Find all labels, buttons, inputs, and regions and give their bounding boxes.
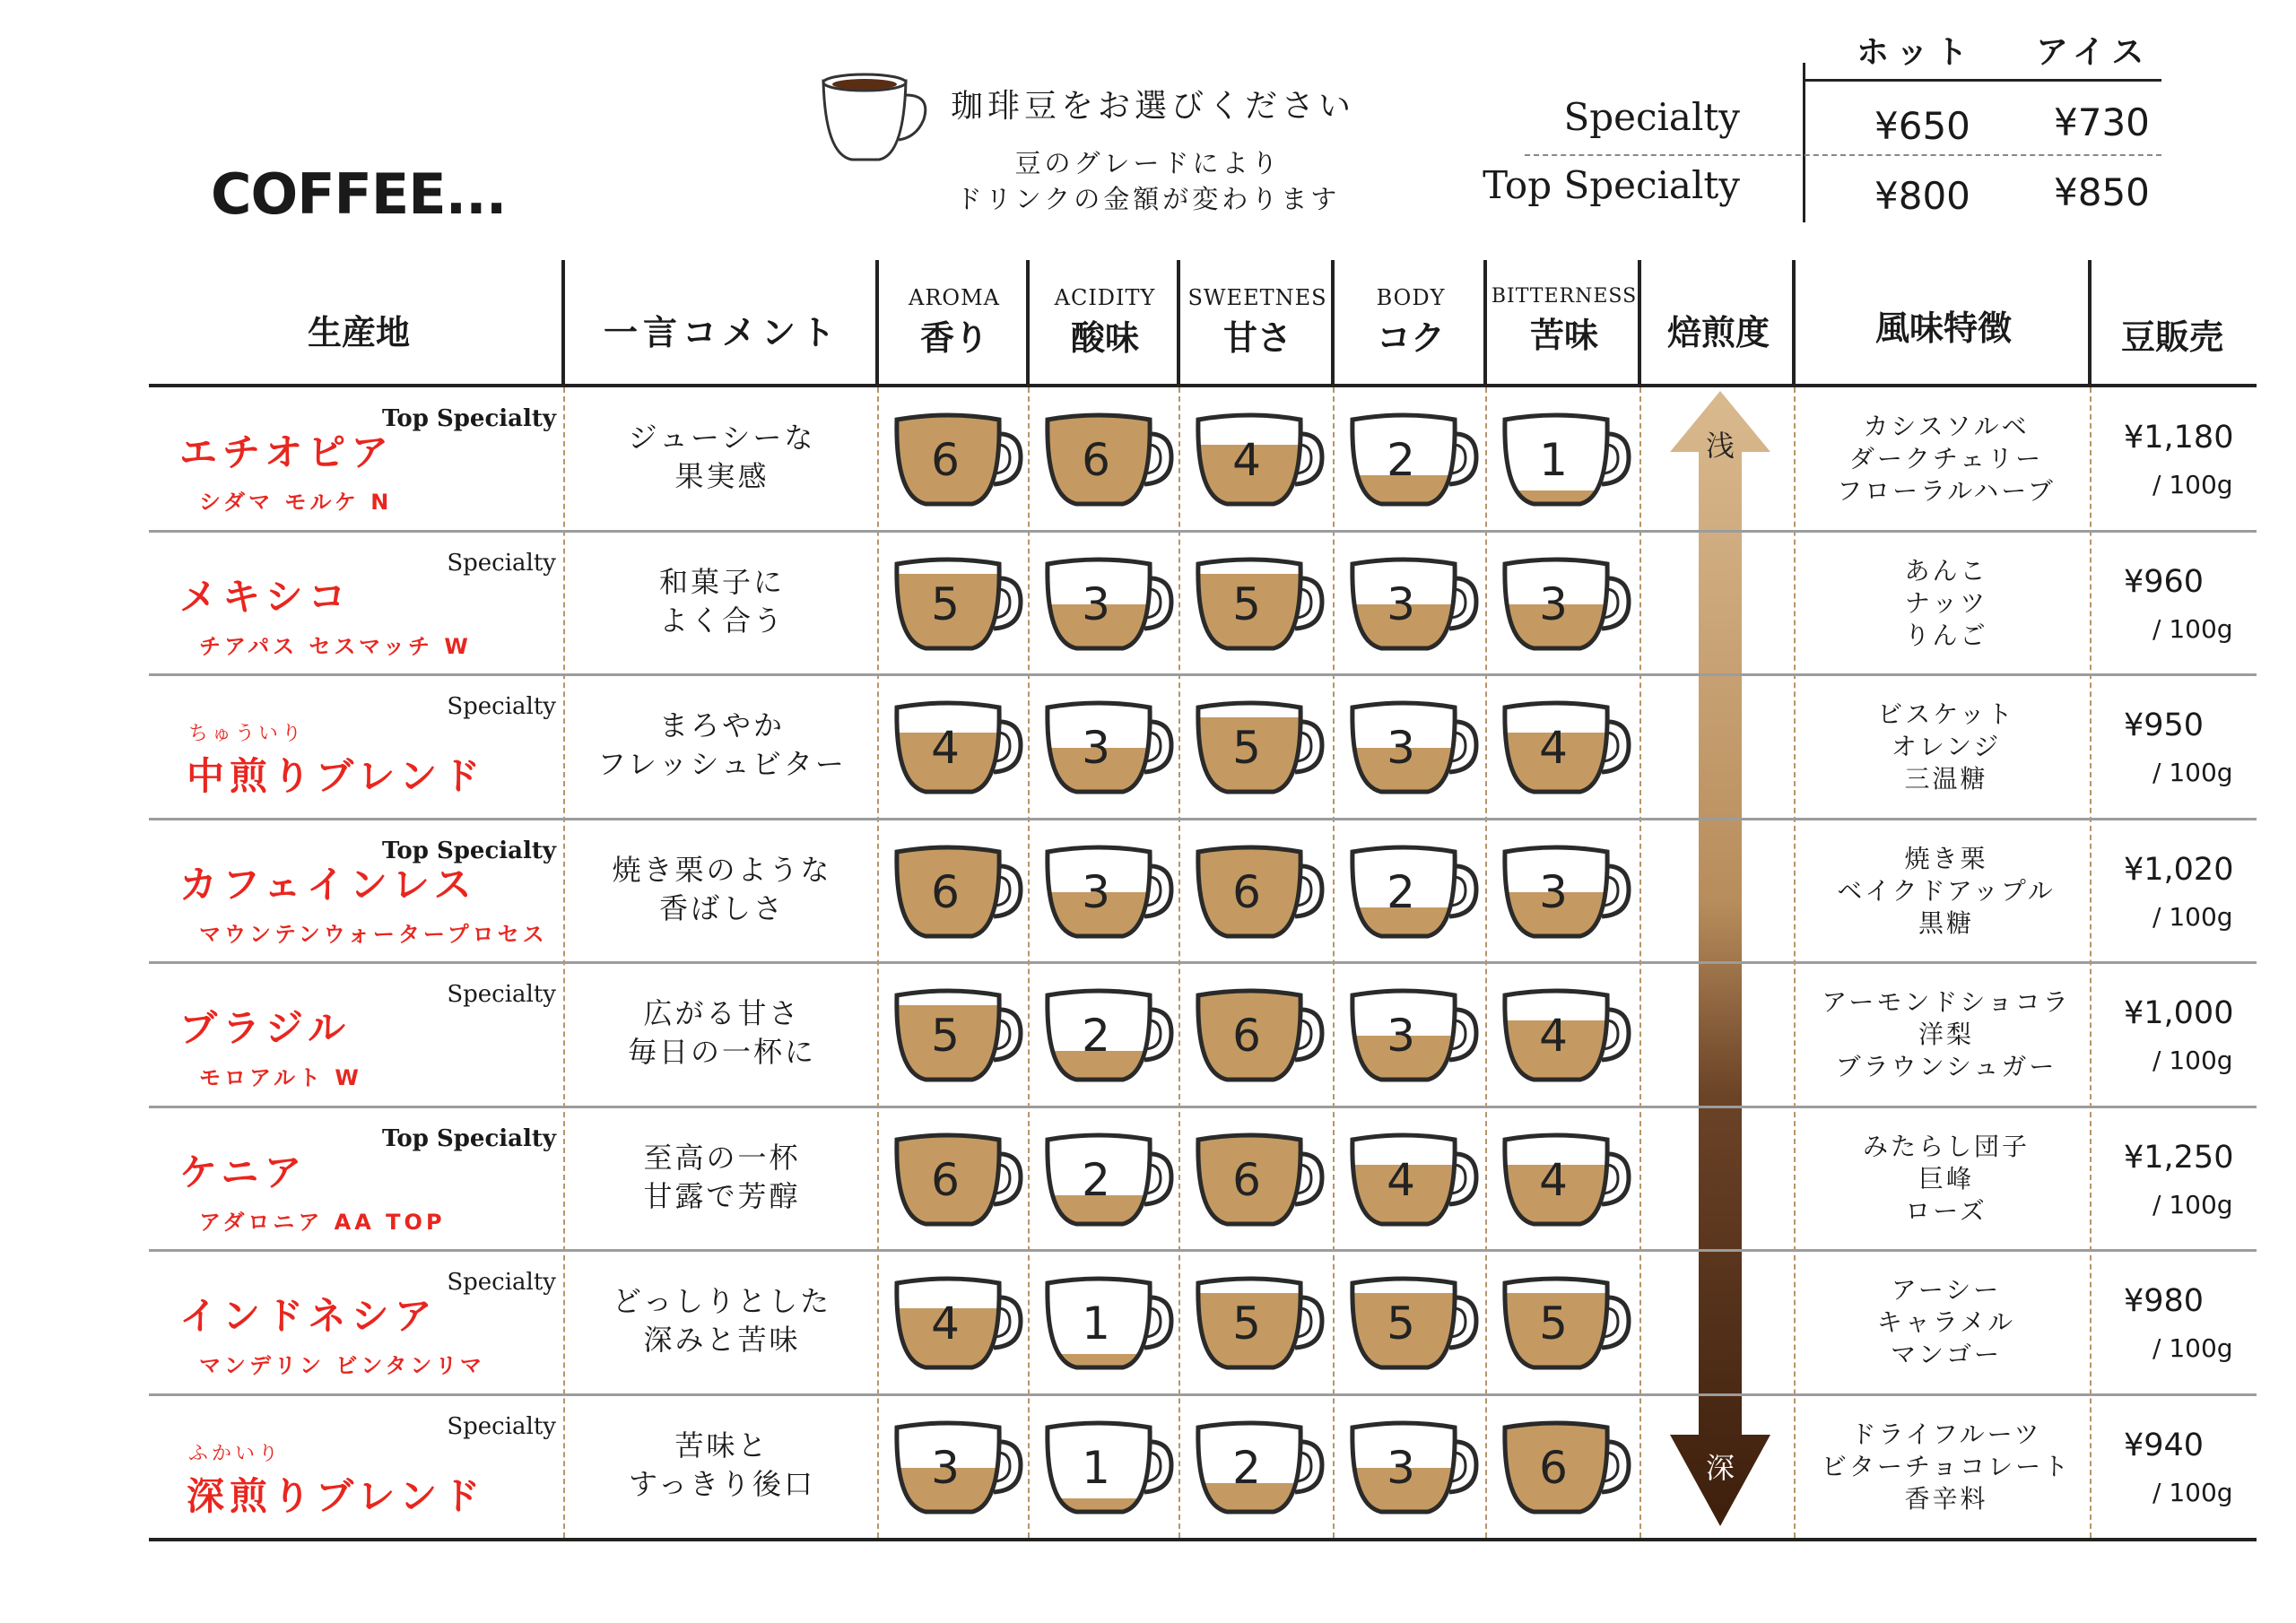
bitterness-cup-row1-value: 1 [1539, 434, 1568, 486]
bean-unit: / 100g [2152, 613, 2233, 644]
origin-name: エチオピア [179, 430, 395, 474]
aroma-cup-row3 [890, 695, 1024, 801]
flavor-line2: ダークチェリー [1848, 444, 2044, 473]
body-cup-row1 [1345, 407, 1480, 513]
body-cup-row8-value: 3 [1387, 1441, 1415, 1494]
aroma-cup-row4 [890, 839, 1024, 945]
flavor-line2: 洋梨 [1918, 1020, 1974, 1049]
origin-subname: マウンテンウォータープロセス [199, 921, 548, 947]
row-divider [149, 673, 2257, 676]
sweetness-cup-row7-value: 5 [1232, 1298, 1261, 1350]
bean-price: ¥1,000 [2124, 995, 2234, 1031]
sweetness-cup-row2-value: 5 [1232, 577, 1261, 630]
aroma-cup-row2 [890, 551, 1024, 657]
origin-subname: アダロニア AA TOP [199, 1209, 446, 1235]
origin-name: カフェインレス [179, 862, 477, 907]
sweetness-cup-row1 [1191, 407, 1326, 513]
price-grade-specialty: Specialty [1563, 95, 1740, 139]
aroma-cup-row6 [890, 1127, 1024, 1233]
flavor-line1: みたらし団子 [1862, 1131, 2030, 1161]
flavor-line2: 巨峰 [1918, 1163, 1974, 1193]
aroma-cup-row8 [890, 1415, 1024, 1521]
aroma-cup-row8-value: 3 [931, 1441, 960, 1494]
bean-unit: / 100g [2152, 901, 2233, 932]
intro-note-line1: 豆のグレードにより [1014, 148, 1282, 178]
grade-label: Top Specialty [382, 1124, 556, 1152]
bitterness-cup-row2 [1498, 551, 1632, 657]
comment-line2: 深みと苦味 [643, 1323, 801, 1357]
flavor-line1: ドライフルーツ [1850, 1419, 2042, 1449]
comment-line1: 焼き栗のような [612, 852, 832, 887]
row-divider [149, 818, 2257, 820]
sweetness-cup-row6-value: 6 [1232, 1153, 1261, 1206]
flavor-line3: 三温糖 [1904, 764, 1988, 794]
aroma-cup-row2-value: 5 [931, 577, 960, 630]
col-body: BODY コク [1376, 285, 1446, 358]
acidity-cup-row4 [1040, 839, 1175, 945]
sweetness-cup-row2 [1191, 551, 1326, 657]
price-grade-top-specialty: Top Specialty [1483, 163, 1740, 207]
comment-line1: まろやか [658, 708, 785, 742]
page-title: COFFEE... [211, 161, 507, 227]
body-cup-row5-value: 3 [1387, 1010, 1415, 1062]
aroma-cup-row7 [890, 1271, 1024, 1376]
sweetness-cup-row7 [1191, 1271, 1326, 1376]
body-cup-row4 [1345, 839, 1480, 945]
bitterness-cup-row1 [1498, 407, 1632, 513]
flavor-line2: ベイクドアップル [1837, 875, 2056, 906]
intro-note-line2: ドリンクの金額が変わります [955, 184, 1341, 214]
body-cup-row6 [1345, 1127, 1480, 1233]
bean-price: ¥1,250 [2124, 1139, 2234, 1176]
origin-name: 中煎りブレンド [187, 754, 486, 798]
body-cup-row4-value: 2 [1387, 865, 1415, 918]
bean-unit: / 100g [2152, 470, 2233, 499]
aroma-cup-row7-value: 4 [931, 1298, 960, 1350]
bitterness-cup-row8 [1498, 1415, 1632, 1521]
sweetness-cup-row1-value: 4 [1232, 434, 1261, 486]
sweetness-cup-row5-value: 6 [1232, 1010, 1261, 1062]
flavor-line1: 焼き栗 [1904, 843, 1988, 873]
comment-line2: すっきり後口 [628, 1466, 816, 1501]
acidity-cup-row8-value: 1 [1082, 1441, 1110, 1494]
grade-label: Top Specialty [382, 405, 556, 432]
row-divider [149, 530, 2257, 533]
acidity-cup-row2 [1040, 551, 1175, 657]
acidity-cup-row5-value: 2 [1082, 1010, 1110, 1062]
flavor-line1: ビスケット [1877, 699, 2015, 729]
flavor-line1: カシスソルベ [1863, 412, 2030, 441]
comment-line2: 毎日の一杯に [627, 1035, 816, 1069]
bitterness-cup-row5 [1498, 983, 1632, 1089]
bean-price: ¥960 [2124, 563, 2205, 600]
acidity-cup-row6-value: 2 [1082, 1153, 1110, 1206]
hot-label: ホット [1857, 34, 1976, 71]
bitterness-cup-row6-value: 4 [1539, 1153, 1568, 1206]
comment-line1: ジューシーな [628, 421, 816, 455]
col-aroma: AROMA 香り [909, 285, 1000, 358]
roast-light-label: 浅 [1705, 429, 1735, 463]
body-cup-row2 [1345, 551, 1480, 657]
price-specialty-hot: ¥650 [1874, 104, 1970, 148]
body-cup-row3-value: 3 [1387, 722, 1415, 774]
col-flavor: 風味特徴 [1874, 308, 2012, 348]
bean-unit: / 100g [2152, 758, 2233, 787]
acidity-cup-row5 [1040, 983, 1175, 1089]
acidity-cup-row7-value: 1 [1082, 1298, 1110, 1350]
comment-line2: 果実感 [674, 459, 770, 493]
comment-line2: 香ばしさ [658, 890, 785, 925]
flavor-line3: ローズ [1905, 1195, 1987, 1226]
origin-name: 深煎りブレンド [187, 1473, 486, 1518]
comment-line1: 至高の一杯 [643, 1140, 801, 1175]
grade-label: Specialty [447, 1269, 556, 1296]
flavor-line3: マンゴー [1890, 1340, 2002, 1369]
sweetness-cup-row6 [1191, 1127, 1326, 1233]
aroma-cup-row1-value: 6 [931, 434, 960, 486]
origin-subname: チアパス セスマッチ W [199, 633, 472, 659]
origin-name: ケニア [179, 1150, 308, 1194]
sweetness-cup-row8 [1191, 1415, 1326, 1521]
col-origin: 生産地 [307, 313, 410, 352]
flavor-line2: ナッツ [1904, 587, 1988, 618]
col-comment: 一言コメント [603, 313, 840, 352]
bitterness-cup-row4-value: 3 [1539, 865, 1568, 918]
col-bitterness: BITTERNESS 苦味 [1491, 285, 1638, 355]
sweetness-cup-row5 [1191, 983, 1326, 1089]
comment-line2: フレッシュビター [597, 747, 847, 781]
bitterness-cup-row3 [1498, 695, 1632, 801]
flavor-line2: ビターチョコレート [1821, 1451, 2072, 1481]
bitterness-cup-row3-value: 4 [1539, 722, 1568, 774]
aroma-cup-row5-value: 5 [931, 1010, 960, 1062]
flavor-line3: 黒糖 [1918, 907, 1974, 938]
bean-unit: / 100g [2152, 1477, 2233, 1507]
bitterness-cup-row5-value: 4 [1539, 1010, 1568, 1062]
row-divider [149, 961, 2257, 964]
grade-label: Top Specialty [382, 837, 556, 864]
row-divider [149, 1249, 2257, 1252]
flavor-line1: あんこ [1904, 555, 1988, 586]
acidity-cup-row2-value: 3 [1082, 577, 1110, 630]
flavor-line1: アーシー [1891, 1275, 2002, 1305]
origin-subname: モロアルト W [199, 1065, 362, 1090]
origin-subname: シダマ モルケ N [199, 490, 393, 515]
body-cup-row7 [1345, 1271, 1480, 1376]
body-cup-row7-value: 5 [1387, 1298, 1415, 1350]
grade-label: Specialty [447, 981, 556, 1008]
acidity-cup-row3-value: 3 [1082, 722, 1110, 774]
aroma-cup-row4-value: 6 [931, 865, 960, 918]
bean-price: ¥950 [2124, 707, 2205, 743]
acidity-cup-row1 [1040, 407, 1175, 513]
comment-line2: よく合う [658, 603, 785, 638]
col-acidity: ACIDITY 酸味 [1054, 285, 1156, 358]
acidity-cup-row4-value: 3 [1082, 865, 1110, 918]
origin-subname: マンデリン ビンタンリマ [199, 1353, 485, 1378]
acidity-cup-row7 [1040, 1271, 1175, 1376]
acidity-cup-row3 [1040, 695, 1175, 801]
sweetness-cup-row3-value: 5 [1232, 722, 1261, 774]
flavor-line3: ブラウンシュガー [1835, 1052, 2057, 1081]
flavor-line1: アーモンドショコラ [1822, 987, 2071, 1017]
comment-line1: どっしりとした [612, 1284, 832, 1318]
bitterness-cup-row7-value: 5 [1539, 1298, 1568, 1350]
origin-ruby: ふかいり [188, 1442, 283, 1465]
flavor-line2: キャラメル [1876, 1307, 2016, 1337]
body-cup-row8 [1345, 1415, 1480, 1521]
bean-price: ¥940 [2124, 1427, 2205, 1463]
sweetness-cup-row4-value: 6 [1232, 865, 1261, 918]
body-cup-row3 [1345, 695, 1480, 801]
bean-unit: / 100g [2152, 1189, 2233, 1219]
price-top-hot: ¥800 [1874, 174, 1970, 218]
body-cup-row1-value: 2 [1387, 434, 1415, 486]
flavor-line2: オレンジ [1891, 732, 2002, 761]
col-roast: 焙煎度 [1666, 313, 1770, 352]
aroma-cup-row1 [890, 407, 1024, 513]
comment-line1: 広がる甘さ [643, 996, 801, 1030]
origin-name: メキシコ [179, 574, 352, 619]
bean-unit: / 100g [2152, 1333, 2233, 1363]
flavor-line3: りんご [1904, 620, 1988, 650]
comment-line1: 和菓子に [658, 564, 785, 599]
roast-dark-label: 深 [1705, 1451, 1735, 1485]
ice-label: アイス [2036, 34, 2152, 71]
aroma-cup-row5 [890, 983, 1024, 1089]
bitterness-cup-row2-value: 3 [1539, 577, 1568, 630]
bean-price: ¥980 [2124, 1283, 2205, 1319]
col-bean-sale: 豆販売 [2120, 317, 2223, 357]
comment-line1: 苦味と [674, 1428, 770, 1462]
grade-label: Specialty [447, 693, 556, 720]
intro-heading: 珈琲豆をお選びください [951, 88, 1356, 125]
price-specialty-ice: ¥730 [2054, 100, 2150, 144]
grade-label: Specialty [447, 549, 556, 577]
grade-label: Specialty [447, 1412, 556, 1440]
bean-price: ¥1,020 [2124, 851, 2234, 888]
sweetness-cup-row4 [1191, 839, 1326, 945]
comment-line2: 甘露で芳醇 [643, 1178, 801, 1213]
body-cup-row5 [1345, 983, 1480, 1089]
acidity-cup-row6 [1040, 1127, 1175, 1233]
acidity-cup-row8 [1040, 1415, 1175, 1521]
acidity-cup-row1-value: 6 [1082, 434, 1110, 486]
bitterness-cup-row4 [1498, 839, 1632, 945]
bean-price: ¥1,180 [2124, 420, 2234, 456]
bitterness-cup-row8-value: 6 [1539, 1441, 1568, 1494]
price-top-ice: ¥850 [2054, 170, 2150, 214]
flavor-line3: 香辛料 [1904, 1483, 1988, 1514]
bean-unit: / 100g [2152, 1046, 2233, 1075]
origin-ruby: ちゅういり [188, 723, 306, 745]
row-divider [149, 1393, 2257, 1396]
aroma-cup-row3-value: 4 [931, 722, 960, 774]
bitterness-cup-row6 [1498, 1127, 1632, 1233]
origin-name: ブラジル [179, 1006, 351, 1050]
origin-name: インドネシア [179, 1294, 438, 1338]
body-cup-row2-value: 3 [1387, 577, 1415, 630]
sweetness-cup-row8-value: 2 [1232, 1441, 1261, 1494]
aroma-cup-row6-value: 6 [931, 1153, 960, 1206]
body-cup-row6-value: 4 [1387, 1153, 1415, 1206]
bitterness-cup-row7 [1498, 1271, 1632, 1376]
flavor-line3: フローラルハーブ [1837, 476, 2056, 506]
col-sweetness: SWEETNES 甘さ [1187, 285, 1327, 358]
sweetness-cup-row3 [1191, 695, 1326, 801]
row-divider [149, 1106, 2257, 1108]
